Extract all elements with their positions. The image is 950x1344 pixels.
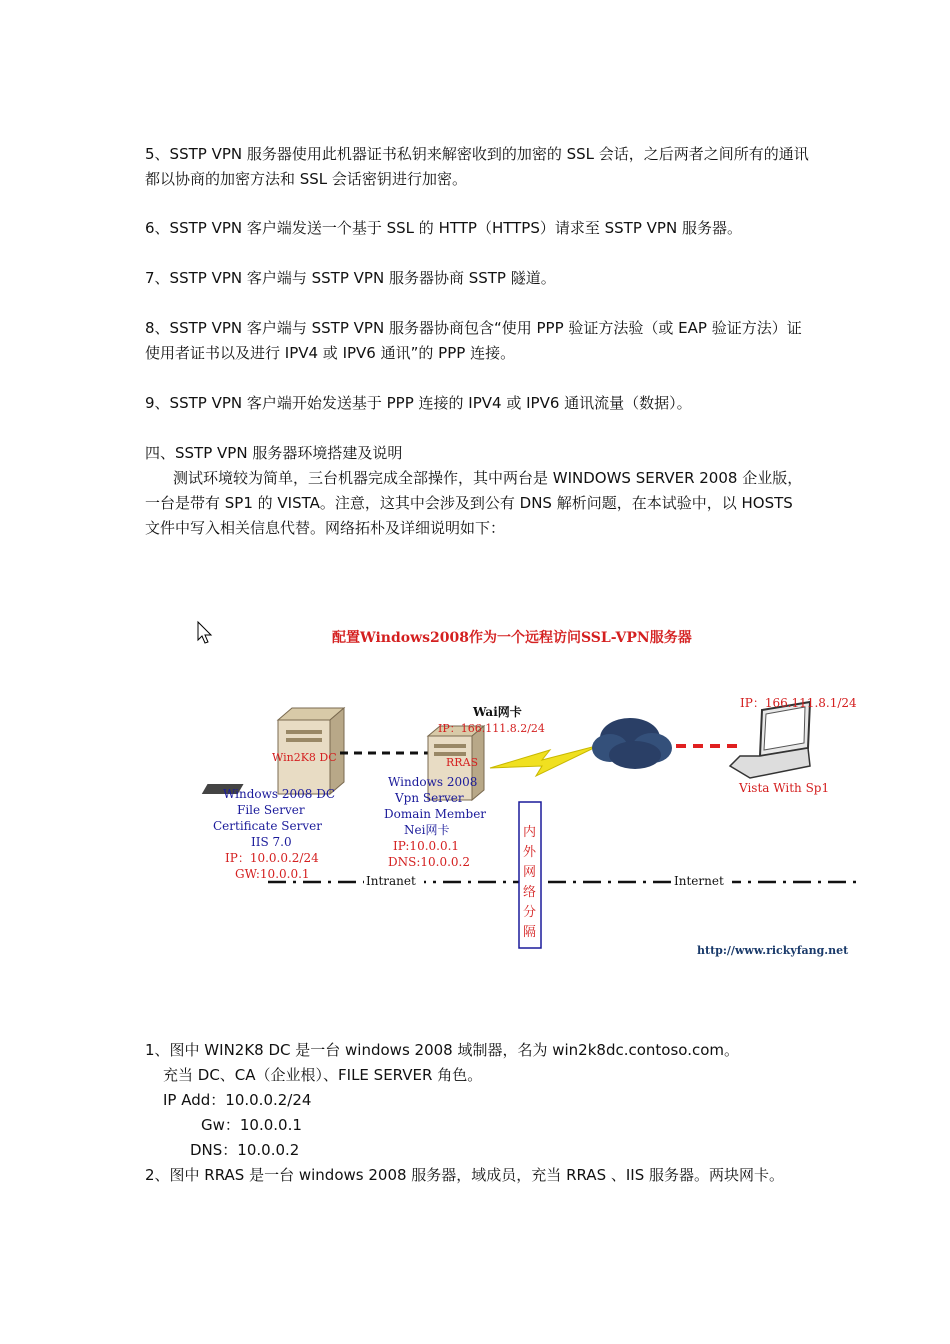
dc-label: Win2K8 DC — [272, 751, 337, 764]
intro-paragraph: 测试环境较为简单，三台机器完成全部操作，其中两台是 WINDOWS SERVER 2008 企业版，一台是带有 SP1 的 VISTA。注意，这其中会涉及到公有 DNS 解析问题，在本试验中，以 HOSTS 文件中写入相关信息代替。网络拓朴及详细说明如下： — [145, 469, 803, 537]
item1-gw: Gw：10.0.0.1 — [201, 1116, 302, 1134]
client-label: Vista With Sp1 — [739, 781, 830, 795]
separator-char: 分 — [523, 905, 537, 920]
item1-ip: IP Add：10.0.0.2/24 — [163, 1091, 312, 1109]
client-ip: IP：166.111.8.1/24 — [740, 696, 857, 710]
paragraph-step8: 8、SSTP VPN 客户端与 SSTP VPN 服务器协商包含“使用 PPP 验证方法验（或 EAP 验证方法）证使用者证书以及进行 IPV4 或 IPV6 通讯”的 PPP 连接。 — [145, 319, 802, 362]
rras-info-line: Nei网卡 — [404, 823, 450, 837]
rras-info-line: DNS:10.0.0.2 — [388, 855, 471, 869]
mouse-cursor-icon — [198, 622, 211, 643]
dc-info-line: Windows 2008 DC — [223, 787, 335, 801]
rras-label: RRAS — [446, 756, 479, 769]
wai-ip: IP：166.111.8.2/24 — [438, 722, 545, 735]
laptop-icon — [730, 702, 810, 778]
section-heading: 四、SSTP VPN 服务器环境搭建及说明 — [145, 444, 403, 462]
wai-nic-title: Wai网卡 — [473, 705, 522, 719]
dc-info-line: IP：10.0.0.2/24 — [225, 851, 319, 865]
separator-char: 隔 — [523, 925, 537, 940]
item1-dns: DNS：10.0.0.2 — [190, 1141, 300, 1159]
lightning-icon — [490, 745, 600, 776]
item1-text: 1、图中 WIN2K8 DC 是一台 windows 2008 域制器，名为 win2k8dc.contoso.com。 — [145, 1041, 740, 1059]
paragraph-step5: 5、SSTP VPN 服务器使用此机器证书私钥来解密收到的加密的 SSL 会话，之后两者之间所有的通讯都以协商的加密方法和 SSL 会话密钥进行加密。 — [145, 145, 809, 188]
item1-role: 充当 DC、CA（企业根）、FILE SERVER 角色。 — [163, 1066, 483, 1084]
source-url: http://www.rickyfang.net — [697, 944, 849, 957]
separator-char: 内 — [523, 825, 537, 840]
separator-char: 络 — [523, 885, 537, 900]
rras-info-line: IP:10.0.0.1 — [393, 839, 460, 853]
separator-char: 网 — [523, 865, 537, 880]
dc-info-line: GW:10.0.0.1 — [235, 867, 310, 881]
internet-cloud-icon — [592, 718, 672, 769]
paragraph-step7: 7、SSTP VPN 客户端与 SSTP VPN 服务器协商 SSTP 隧道。 — [145, 269, 556, 287]
dc-info-block — [213, 787, 335, 881]
rras-info-line: Windows 2008 — [388, 775, 478, 789]
internet-label: Internet — [674, 874, 724, 888]
rras-info-line: Vpn Server — [395, 791, 464, 805]
paragraph-step6: 6、SSTP VPN 客户端发送一个基于 SSL 的 HTTP（HTTPS）请求至 SSTP VPN 服务器。 — [145, 219, 742, 237]
paragraph-step9: 9、SSTP VPN 客户端开始发送基于 PPP 连接的 IPV4 或 IPV6 通讯流量（数据）。 — [145, 394, 692, 412]
dc-info-line: Certificate Server — [213, 819, 322, 833]
intranet-label: Intranet — [366, 874, 416, 888]
separator-char: 外 — [523, 845, 537, 860]
diagram-title: 配置Windows2008作为一个远程访问SSL-VPN服务器 — [332, 630, 692, 646]
dc-info-line: File Server — [237, 803, 305, 817]
dc-info-line: IIS 7.0 — [251, 835, 292, 849]
rras-info-line: Domain Member — [384, 807, 487, 821]
network-topology-diagram — [190, 610, 890, 965]
item2-text: 2、图中 RRAS 是一台 windows 2008 服务器，域成员，充当 RRAS 、IIS 服务器。两块网卡。 — [145, 1166, 784, 1184]
